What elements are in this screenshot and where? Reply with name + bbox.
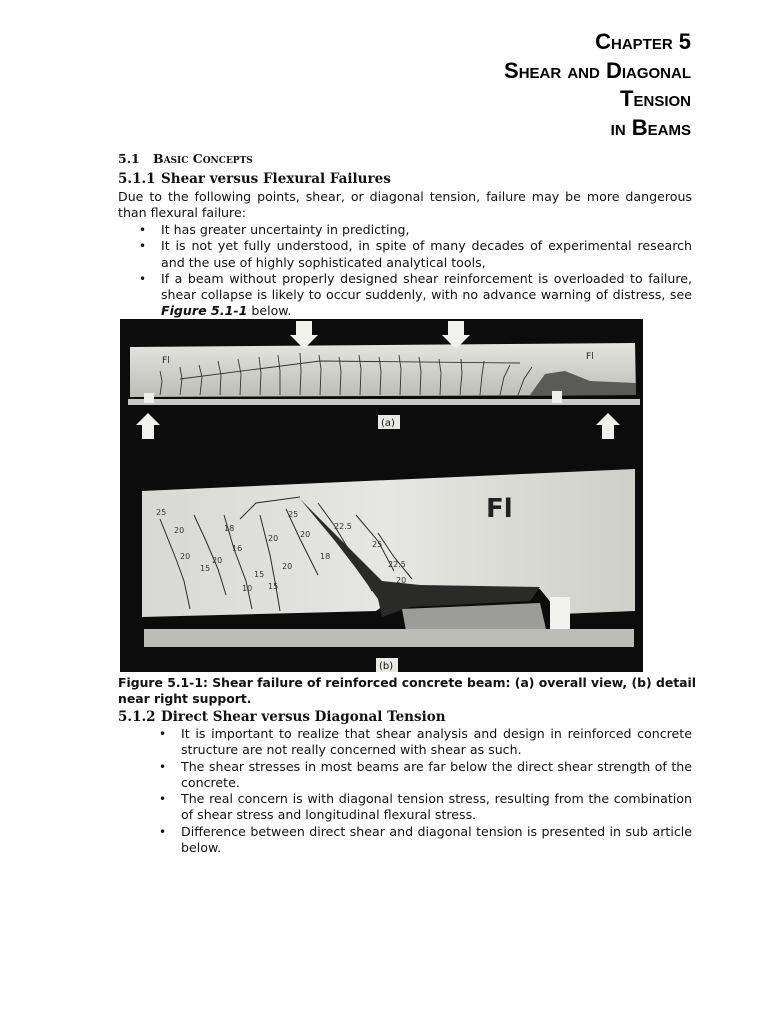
list-item-text: If a beam without properly designed shear reinforcement is overloaded to failure, shear collapse is likely to occur suddenly, with no advance warning of distress, see — [161, 270, 692, 303]
panel-label-b: (b) — [379, 661, 394, 672]
intro-paragraph: Due to the following points, shear, or diagonal tension, failure may be more dangerous than flexural failure: — [118, 189, 692, 221]
chapter-title-line-3: Tension — [620, 86, 691, 111]
section-heading-5-1-2 — [118, 709, 446, 725]
specimen-mark: Fl — [586, 352, 594, 362]
crack-label: 20 — [180, 552, 191, 561]
section-number: 5.1.1 — [118, 171, 156, 187]
figure-reference: Figure 5.1-1 — [161, 303, 248, 319]
chapter-title — [504, 28, 691, 142]
list-item: • Difference between direct shear and diagonal tension is presented in sub article below. — [181, 824, 692, 857]
shear-failure-bullet-list — [161, 222, 692, 320]
support-block — [552, 391, 562, 403]
panel-label-a: (a) — [381, 418, 395, 429]
support-beam — [144, 629, 634, 647]
crack-label: 20 — [300, 530, 311, 539]
section-title: Shear versus Flexural Failures — [161, 171, 391, 187]
list-item-tail: below. — [247, 303, 292, 319]
crack-label: 18 — [224, 524, 235, 533]
crack-label: 20 — [268, 534, 279, 543]
crack-label: 25 — [372, 540, 383, 549]
list-item — [161, 271, 692, 320]
support-rail — [128, 399, 640, 405]
section-heading-5-1-1 — [118, 171, 391, 187]
specimen-mark-large: Fl — [486, 494, 513, 524]
crack-label: 25 — [288, 510, 299, 519]
chapter-title-line-2: Shear and Diagonal — [504, 57, 691, 83]
list-item: • The shear stresses in most beams are far below the direct shear strength of the concrete. — [181, 759, 692, 792]
load-arrow-icon — [290, 321, 318, 349]
crack-label: 20 — [212, 556, 223, 565]
beam-failure-photo — [120, 319, 643, 672]
section-number: 5.1 — [118, 151, 140, 166]
figure-caption: Figure 5.1-1: Shear failure of reinforced concrete beam: (a) overall view, (b) detail near right support. — [118, 675, 697, 706]
crack-label: 16 — [232, 544, 243, 553]
list-item: • It is not yet fully understood, in spite of many decades of experimental research and the use of highly sophisticated analytical tools, — [161, 238, 692, 271]
crack-label: 20 — [174, 526, 185, 535]
crack-label: 10 — [242, 584, 253, 593]
crack-label: 25 — [156, 508, 167, 517]
support-block — [144, 393, 154, 403]
detail-view-panel — [142, 469, 635, 672]
reaction-arrow-icon — [596, 413, 620, 439]
reaction-arrow-icon — [136, 413, 160, 439]
crack-label: 22.5 — [388, 560, 406, 569]
beam-failure-illustration — [120, 319, 643, 672]
list-item: • It has greater uncertainty in predicting, — [161, 222, 692, 238]
chapter-title-line-4: in Beams — [610, 114, 691, 140]
specimen-mark: Fl — [162, 356, 170, 366]
chapter-title-line-1: Chapter 5 — [595, 29, 691, 54]
crack-label: 18 — [320, 552, 331, 561]
crack-label: 20 — [282, 562, 293, 571]
crack-label: 15 — [254, 570, 265, 579]
crack-label: 22.5 — [334, 522, 352, 531]
section-number: 5.1.2 — [118, 709, 156, 725]
spalled-concrete — [402, 603, 546, 631]
list-item: • It is important to realize that shear analysis and design in reinforced concrete structure are not really concerned with shear as such. — [181, 726, 692, 759]
section-title: Basic Concepts — [153, 151, 253, 166]
section-title: Direct Shear versus Diagonal Tension — [161, 709, 446, 725]
crack-label: 20 — [396, 576, 407, 585]
overall-view-panel — [128, 321, 640, 439]
diagonal-tension-bullet-list — [181, 726, 692, 856]
section-heading-5-1 — [118, 151, 253, 166]
list-item: • The real concern is with diagonal tension stress, resulting from the combination of shear stress and longitudinal flexural stress. — [181, 791, 692, 824]
crack-label: 15 — [200, 564, 211, 573]
crack-label: 15 — [268, 582, 279, 591]
